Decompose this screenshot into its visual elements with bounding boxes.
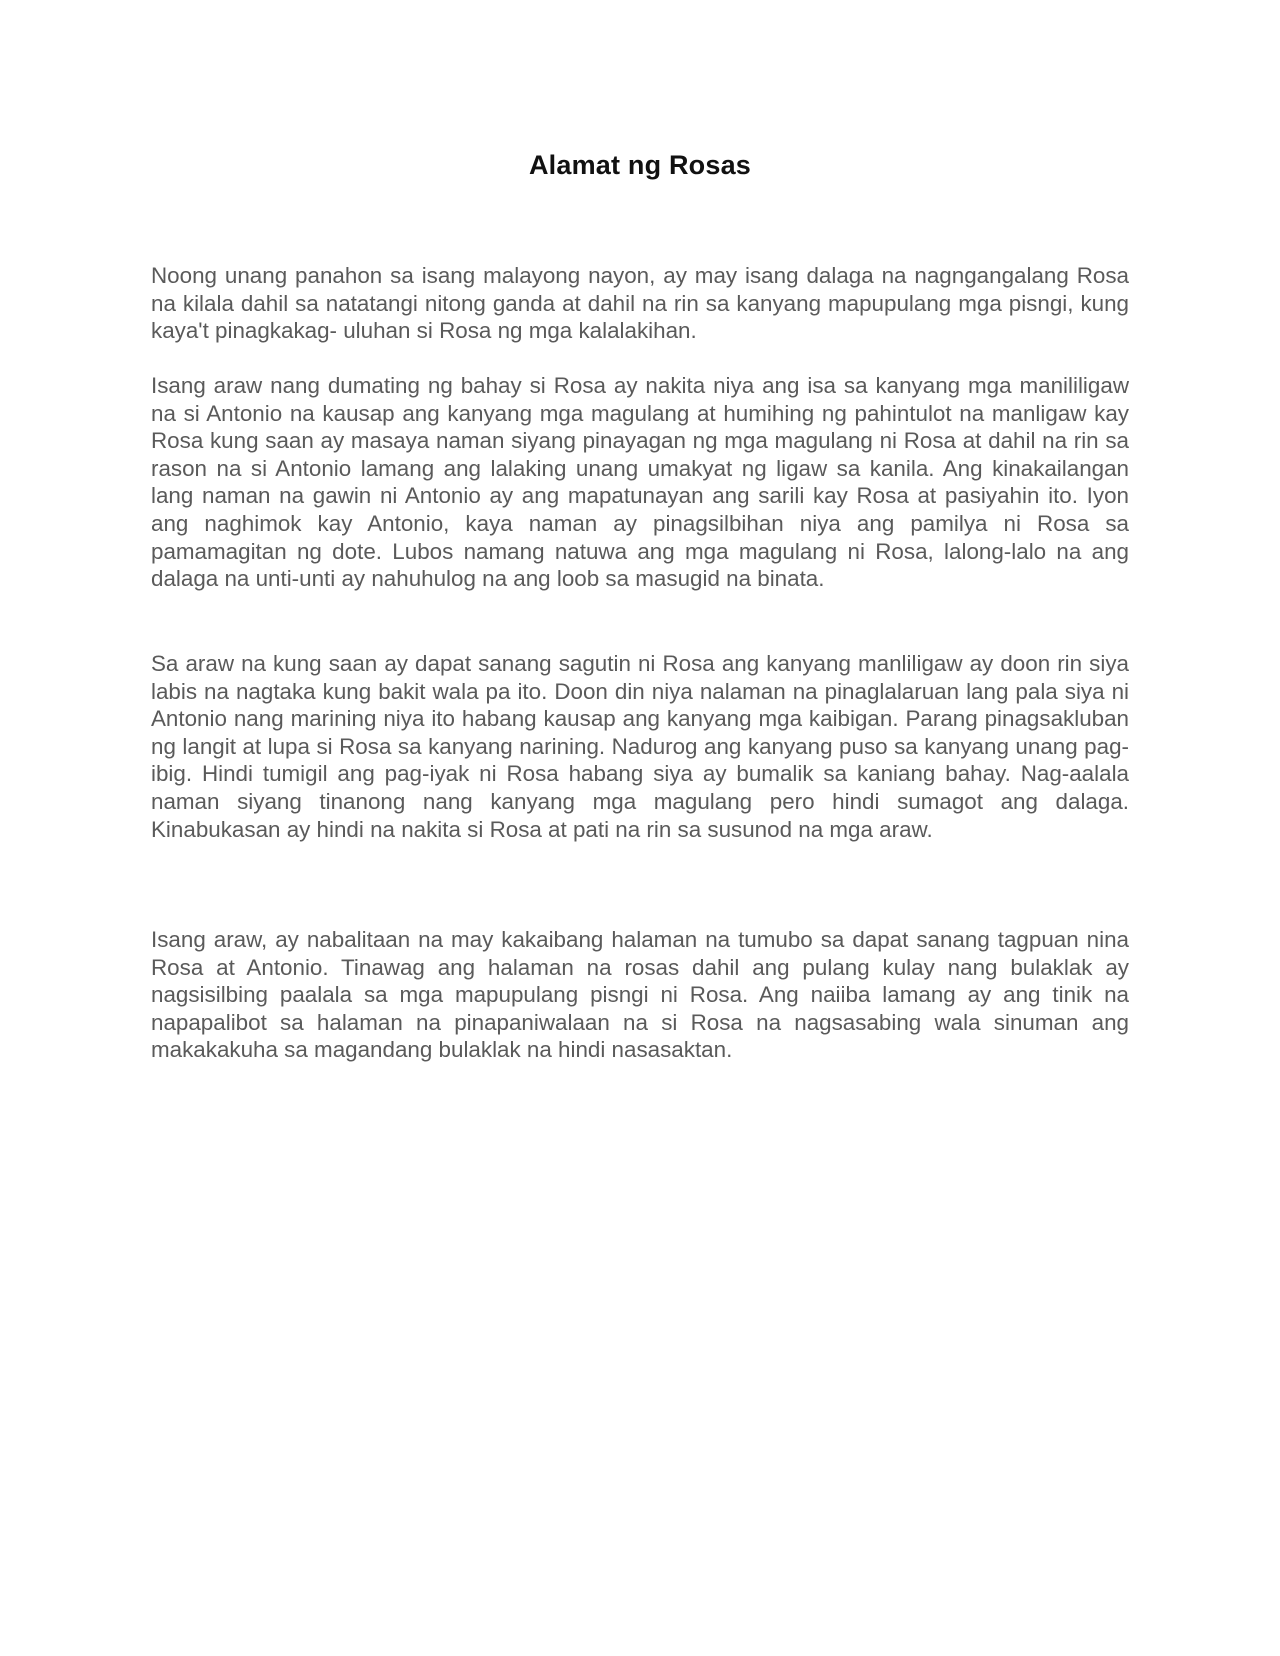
- paragraph-3: Sa araw na kung saan ay dapat sanang sagutin ni Rosa ang kanyang manliligaw ay doon rin siya labis na nagtaka kung bakit wala pa ito. Doon din niya nalaman na pinaglalaruan lang pala siya ni Antonio nang marining niya ito habang kausap ang kanyang mga kaibigan. Parang pinagsakluban ng langit at lupa si Rosa sa kanyang narining. Nadurog ang kanyang puso sa kanyang unang pag-ibig. Hindi tumigil ang pag-iyak ni Rosa habang siya ay bumalik sa kaniang bahay. Nag-aalala naman siyang tinanong nang kanyang mga magulang pero hindi sumagot ang dalaga. Kinabukasan ay hindi na nakita si Rosa at pati na rin sa susunod na mga araw.: [151, 651, 1129, 842]
- paragraph-2: Isang araw nang dumating ng bahay si Rosa ay nakita niya ang isa sa kanyang mga manililigaw na si Antonio na kausap ang kanyang mga magulang at humihing ng pahintulot na manligaw kay Rosa kung saan ay masaya naman siyang pinayagan ng mga magulang ni Rosa at dahil na rin sa rason na si Antonio lamang ang lalaking unang umakyat ng ligaw sa kanila. Ang kinakailangan lang naman na gawin ni Antonio ay ang mapatunayan ang sarili kay Rosa at pasiyahin ito. Iyon ang naghimok kay Antonio, kaya naman ay pinagsilbihan niya ang pamilya ni Rosa sa pamamagitan ng dote. Lubos namang natuwa ang mga magulang ni Rosa, lalong-lalo na ang dalaga na unti-unti ay nahuhulog na ang loob sa masugid na binata.: [151, 373, 1129, 592]
- paragraph-4: Isang araw, ay nabalitaan na may kakaibang halaman na tumubo sa dapat sanang tagpuan nina Rosa at Antonio. Tinawag ang halaman na rosas dahil ang pulang kulay nang bulaklak ay nagsisilbing paalala sa mga mapupulang pisngi ni Rosa. Ang naiiba lamang ay ang tinik na napapalibot sa halaman na pinapaniwalaan na si Rosa na nagsasabing wala sinuman ang makakakuha sa magandang bulaklak na hindi nasasaktan.: [151, 927, 1129, 1063]
- page-title: Alamat ng Rosas: [528, 150, 752, 180]
- paragraph-1: Noong unang panahon sa isang malayong nayon, ay may isang dalaga na nagngangalang Rosa na kilala dahil sa natatangi nitong ganda at dahil na rin sa kanyang mapupulang mga pisngi, kung kaya't pinagkakag- uluhan si Rosa ng mga kalalakihan.: [151, 263, 1129, 344]
